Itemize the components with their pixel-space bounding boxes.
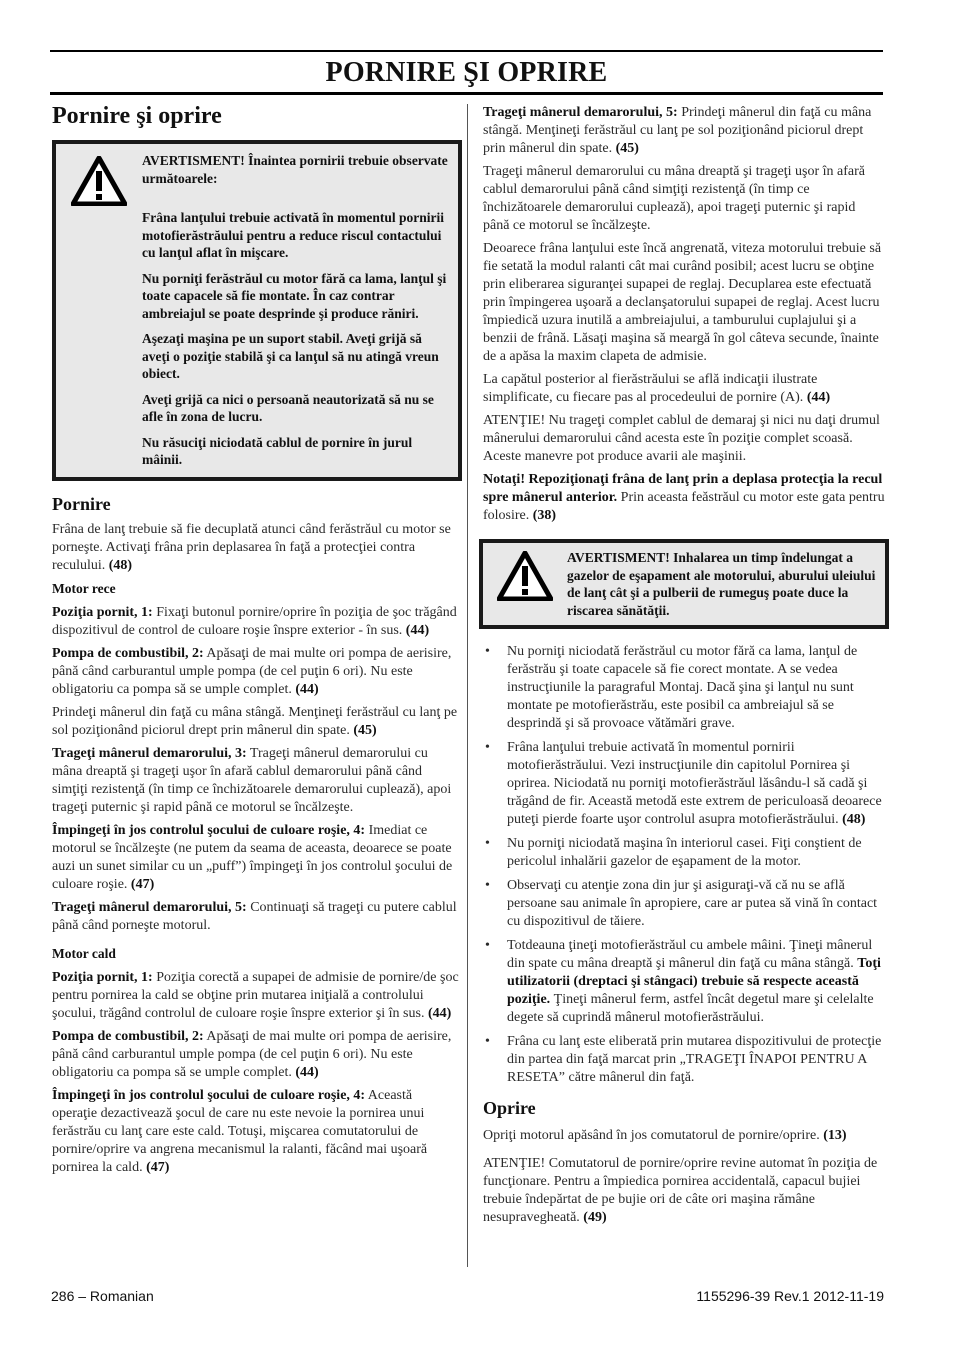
intro-paragraph: Frâna de lanţ trebuie să fie decuplată atunci când ferăstrăul cu motor se porneşte. Activaţi frâna prin deplasarea în faţă a protecţiei contra reculului. (48) bbox=[52, 521, 451, 573]
step-paragraph: Poziţia pornit, 1: Poziţia corectă a supapei de admisie de pornire/de şoc pentru pornirea la cald se obţine prin mutarea iniţială a controlului şocului, trăgând controlul de culoare roşie înspre exterior şi în sus. (44) bbox=[52, 969, 459, 1021]
warning-box-start bbox=[52, 140, 462, 481]
bullet-icon: • bbox=[485, 938, 490, 953]
list-item: • Frâna cu lanţ este eliberată prin mutarea dispozitivului de protecţie din partea din faţă marcat prin „TRAGEŢI ÎNAPOI PENTRU A RESETA” către mânerul din faţă. bbox=[485, 1034, 882, 1085]
warning-paragraph: Aveţi grijă ca nici o persoană neautorizată să nu se afle în zona de lucru. bbox=[142, 391, 434, 424]
list-item: • Nu porniţi niciodată maşina în interiorul casei. Fiţi conştient de pericolul inhalării gazelor de eşapament de la motor. bbox=[485, 836, 862, 869]
step-paragraph: Prindeţi mânerul din faţă cu mâna stângă. Menţineţi ferăstrăul cu lanţ pe sol poziţionând piciorul drept prin mânerul din spate. (45) bbox=[52, 704, 458, 738]
safety-bullet-list bbox=[483, 643, 885, 1087]
warning-paragraph: Nu răsuciţi niciodată cablul de pornire în jurul mâinii. bbox=[142, 434, 413, 467]
column-divider bbox=[467, 104, 468, 1267]
page-title: PORNIRE ŞI OPRIRE bbox=[325, 57, 608, 88]
footer-document-id: 1155296-39 Rev.1 2012-11-19 bbox=[696, 1288, 884, 1304]
step-paragraph: Împingeţi în jos controlul şocului de culoare roşie, 4: Această operaţie dezactivează şocul de care nu este nevoie la pornirea unui ferăstrău cu lanţ care este cald. Totuşi, mişcarea comutatorului de pornire/oprire va angrena mecanismul la ralanti, făcând mai uşoară pornirea la cald. (47) bbox=[52, 1087, 428, 1175]
list-item: • Nu porniţi niciodată ferăstrăul cu motor fără ca lama, lanţul de ferăstrău şi toate capacele să fie corect montate. A se vedea instrucţiunile la paragraful Montaj. Dacă şina şi lanţul nu sunt montate pe motofierăstrău, este posibil ca ambreiajul să se desprindă şi să provoace vătămări grave. bbox=[485, 644, 858, 731]
step-paragraph: Împingeţi în jos controlul şocului de culoare roşie, 4: Imediat ce motorul se încălzeşte (ne putem da seama de aceasta, deoarece se poate auzi un sunet similar cu un „puff”) împingeţi în jos controlul şocului de culoare roşie. (47) bbox=[52, 822, 453, 892]
warning-text bbox=[142, 152, 448, 469]
step-paragraph: Pompa de combustibil, 2: Apăsaţi de mai multe ori pompa de aerisire, până când carburantul umple pompa (de cel puţin 6 ori). Nu este obligatoriu ca pompa să se umple complet. (44) bbox=[52, 645, 452, 697]
warning-text: AVERTISMENT! Inhalarea un timp îndelungat a gazelor de eşapament ale motorului, aburului uleiului de lanţ cât şi a pulberii de rumeguş poate duce la riscarea sănătăţii. bbox=[567, 550, 876, 618]
bullet-icon: • bbox=[485, 740, 490, 755]
bullet-icon: • bbox=[485, 644, 490, 659]
footer-page-number: 286 – Romanian bbox=[51, 1288, 154, 1304]
motor-rece-heading: Motor rece bbox=[52, 580, 116, 596]
body-paragraph: Opriţi motorul apăsând în jos comutatorul de pornire/oprire. (13) bbox=[483, 1128, 847, 1143]
bullet-icon: • bbox=[485, 878, 490, 893]
step-paragraph: Trageţi mânerul demarorului, 3: Trageţi mânerul demarorului cu mâna dreaptă şi trageţi uşor în afară cablul demarorului până când simţiţi rezistenţă (în timp ce închizătoarele demarorului cuplează), apoi trageţi puternic şi rapid până ce motorul se încălzeşte. bbox=[52, 745, 452, 815]
note-paragraph: Notaţi! Repoziţionaţi frâna de lanţ prin a deplasa protecţia la recul spre mânerul anterior. Prin aceasta feăstrăul cu motor este gata pentru folosire. (38) bbox=[483, 472, 885, 523]
warning-paragraph: Frâna lanţului trebuie activată în momentul pornirii motofierăstrăului pentru a reduce riscul contactului cu lanţul aflat în mişcare. bbox=[142, 210, 445, 260]
list-item: • Frâna lanţului trebuie activată în momentul pornirii motofierăstrăului. Vezi instrucţiunile din capitolul Pornirea şi oprirea. Niciodată nu porniţi motofierăstrăul lăsându-l să cadă şi trăgând de fir. Această metodă este extrem de periculoasă deoarece puteţi pierde foarte uşor controlul asupra motofierăstrăului. (48) bbox=[485, 740, 882, 827]
warning-box-exhaust bbox=[479, 539, 889, 629]
warning-triangle-icon bbox=[497, 551, 553, 601]
top-rule bbox=[50, 50, 883, 52]
body-paragraph: ATENŢIE! Nu trageţi complet cablul de demaraj şi nici nu daţi drumul mânerului demarorului când acesta este în poziţie complet scoasă. Aceste manevre pot produce avarii ale maşinii. bbox=[483, 413, 880, 464]
bullet-icon: • bbox=[485, 836, 490, 851]
warning-triangle-icon bbox=[71, 156, 127, 206]
step-paragraph: Trageţi mânerul demarorului, 5: Prindeţi mânerul din faţă cu mâna stângă. Menţineţi ferăstrăul cu lanţ pe sol poziţionând piciorul drept prin mânerul din spate. (45) bbox=[483, 105, 872, 156]
list-item: • Observaţi cu atenţie zona din jur şi asiguraţi-vă că nu se află persoane sau animale în apropiere, care ar putea să vină în contact cu dispozitivul de tăiere. bbox=[485, 878, 878, 929]
warning-paragraph: Nu porniţi ferăstrăul cu motor fără ca lama, lanţul şi toate capacele să fie montate. În caz contrar ambreiajul se poate desprinde şi produce răniri. bbox=[142, 270, 447, 321]
bullet-icon: • bbox=[485, 1034, 490, 1049]
warning-paragraph: Aşezaţi maşina pe un suport stabil. Aveţi grijă să aveţi o poziţie stabilă şi ca lanţul să nu atingă vreun obiect. bbox=[142, 331, 439, 381]
body-paragraph: Trageţi mânerul demarorului cu mâna dreaptă şi trageţi uşor în afară cablul demarorului până când simţiţi rezistenţă (în timp ce închizătoarele demarorului cuplează), apoi trageţi puternic şi rapid până ce motorul se încălzeşte. bbox=[483, 164, 866, 233]
body-paragraph: ATENŢIE! Comutatorul de pornire/oprire revine automat în poziţia de funcţionare. Pentru a împiedica pornirea accidentală, capacul bujiei trebuie îndepărtat de pe bujie ori de câte ori maşina rămâne nesupravegheată. (49) bbox=[483, 1156, 878, 1225]
step-paragraph: Poziţia pornit, 1: Fixaţi butonul pornire/oprire în poziţia de şoc trăgând dispozitivul de control de culoare roşie înspre exterior - în sus. (44) bbox=[52, 604, 457, 638]
subsection-title-pornire: Pornire bbox=[52, 493, 111, 514]
step-paragraph: Pompa de combustibil, 2: Apăsaţi de mai multe ori pompa de aerisire, până când carburantul umple pompa (de cel puţin 6 ori). Nu este obligatoriu ca pompa să se umple complet. (44) bbox=[52, 1028, 452, 1080]
left-column bbox=[52, 100, 460, 1182]
motor-cald-heading: Motor cald bbox=[52, 945, 116, 961]
title-rule bbox=[50, 92, 883, 95]
body-paragraph: Deoarece frâna lanţului este încă angrenată, viteza motorului trebuie să fie setată la modul ralanti cât mai curând posibil; acest lucru se obţine prin eliberarea siguranţei supapei de reglaj. Decuplarea este efectuată prin împingerea uşoară a declanşatorului supapei de reglaj. Acest lucru împiedică uzura inutilă a ambreiajului, a tamburului cuplajului şi a benzii de frână. Lăsaţi maşina să meargă în gol câteva secunde, înainte de a apăsa la maxim clapeta de admisie. bbox=[483, 241, 882, 364]
body-paragraph: La capătul posterior al fierăstrăului se află indicaţii ilustrate simplificate, cu fiecare pas al procedeului de pornire (A). (44) bbox=[483, 372, 831, 405]
section-title: Pornire şi oprire bbox=[52, 103, 222, 129]
warning-heading: AVERTISMENT! Înaintea pornirii trebuie observate următoarele: bbox=[142, 153, 448, 186]
figure-ref: (48) bbox=[108, 557, 133, 573]
right-column bbox=[483, 104, 885, 1232]
step-paragraph: Trageţi mânerul demarorului, 5: Continuaţi să trageţi cu putere cablul până când porneşte motorul. bbox=[52, 899, 457, 933]
subsection-title-oprire: Oprire bbox=[483, 1098, 536, 1118]
list-item: • Totdeauna ţineţi motofierăstrăul cu ambele mâini. Ţineţi mânerul din spate cu mâna dreaptă şi mânerul din faţă cu mâna stângă. Toţi utilizatorii (dreptaci şi stângaci) trebuie să respecte această poziţie. Ţineţi mânerul ferm, astfel încât degetul mare şi celelalte degete să cuprindă mânerul motofierăstrăului. bbox=[485, 938, 881, 1025]
